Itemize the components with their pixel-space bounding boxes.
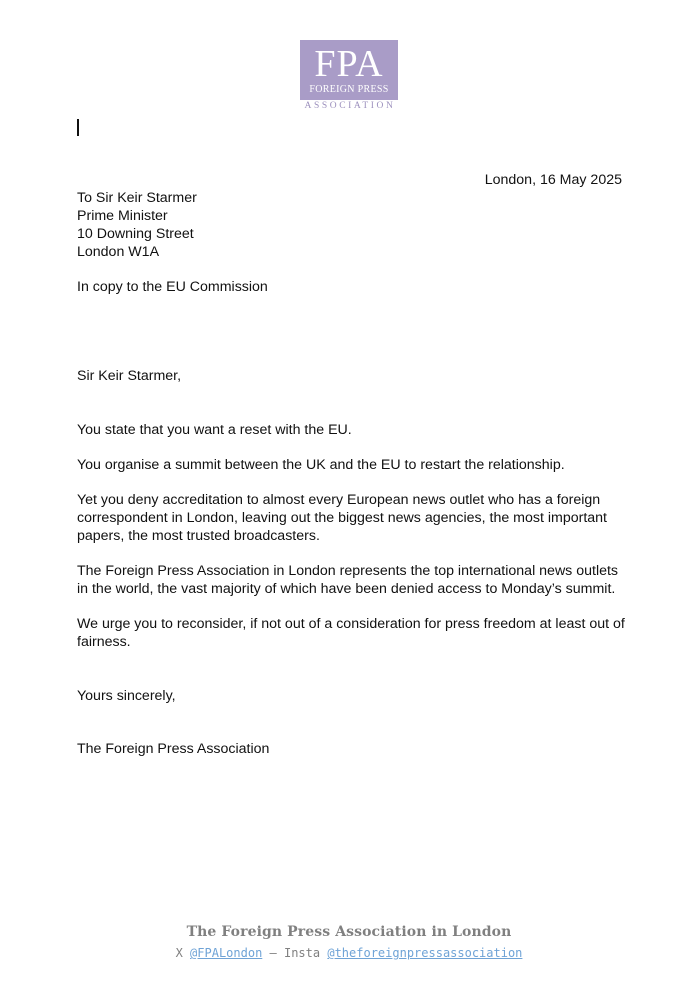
logo-box [300,40,398,100]
salutation: Sir Keir Starmer, [77,368,182,384]
signature: The Foreign Press Association [77,741,270,757]
address-line: Prime Minister [77,208,168,224]
closing: Yours sincerely, [77,688,176,704]
footer-social [0,946,698,960]
body-paragraph: Yet you deny accreditation to almost every European news outlet who has a foreign correspondent in London, leaving out the biggest news agencies, the most important papers, the most trusted broadcasters. [77,492,608,544]
letter-date: London, 16 May 2025 [484,172,622,188]
address-line: 10 Downing Street [77,226,194,242]
social-separator: – Insta [269,946,321,960]
body-paragraph: We urge you to reconsider, if not out of a consideration for press freedom at least out of fairness. [77,616,625,650]
logo-line1: FOREIGN PRESS [309,84,389,95]
fpa-logo [300,40,400,111]
body-paragraph: You organise a summit between the UK and the EU to restart the relationship. [77,457,565,473]
logo-mark: FPA [314,43,384,85]
body-paragraph: You state that you want a reset with the EU. [77,422,352,438]
text-cursor [77,119,79,136]
insta-handle-link[interactable]: @theforeignpressassociation [327,946,523,960]
recipient-address [77,189,197,261]
footer-title: The Foreign Press Association in London [186,924,512,940]
x-label: X [175,946,183,960]
x-handle-link[interactable]: @FPALondon [190,946,263,960]
logo-line2: ASSOCIATION [304,101,396,111]
address-line: London W1A [77,244,160,260]
copy-line: In copy to the EU Commission [77,279,268,295]
address-line: To Sir Keir Starmer [77,190,197,206]
body-paragraph: The Foreign Press Association in London represents the top international news outlets in the world, the vast majority of which have been denied access to Monday’s summit. [77,563,619,597]
